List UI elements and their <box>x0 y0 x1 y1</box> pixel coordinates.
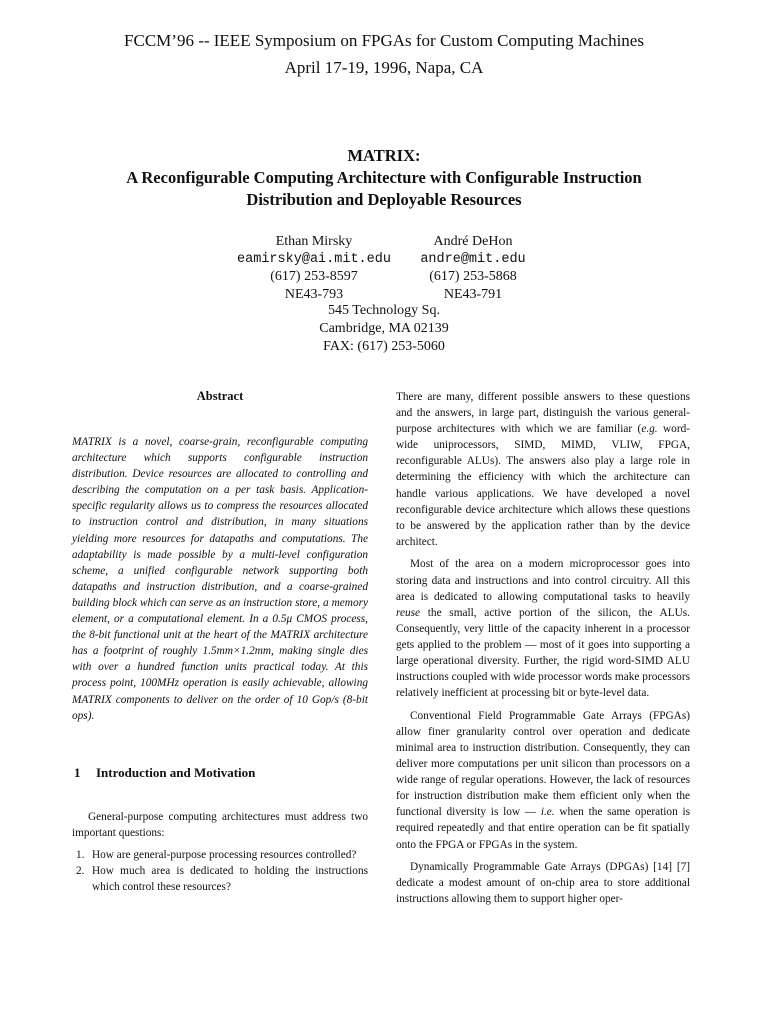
conference-date-place: April 17-19, 1996, Napa, CA <box>284 58 484 77</box>
author-name: André DeHon <box>433 234 513 249</box>
address-city: Cambridge, MA 02139 <box>319 321 449 336</box>
paper-title-line-2: A Reconfigurable Computing Architecture with Configurable Instruction <box>126 168 642 187</box>
author-email[interactable]: andre@mit.edu <box>420 251 526 267</box>
author-ethan-mirsky <box>224 233 404 303</box>
section-heading <box>74 765 255 781</box>
address-street: 545 Technology Sq. <box>328 303 440 318</box>
author-phone: (617) 253-8597 <box>270 269 358 284</box>
list-item <box>72 847 368 863</box>
body-paragraph: Conventional Field Programmable Gate Arrays (FPGAs) allow finer granularity control over operation and dedicate minimal area to instruction distribution. Consequently, they can deliver more computations per unit silicon than processors on a wide range of regular operations. However, the lack of resources for instruction distribution make them efficient only when the functional diversity is low — i.e. when the same operation is required repeatedly and that entire operation can be fit spatially onto the FPGA or FPGAs in the system. <box>396 709 690 851</box>
list-item <box>72 863 368 895</box>
intro-body <box>72 809 368 895</box>
section-title: Introduction and Motivation <box>96 765 256 780</box>
abstract-text: MATRIX is a novel, coarse-grain, reconfigurable computing architecture which supports configurable instruction distribution. Device resources are allocated to controlling and describing the computation on a per task basis. Application-specific regularity allows us to compress the resources allocated to instruction control and distribution, in many situations yielding more resources for datapaths and computations. The adaptability is made possible by a multi-level configuration scheme, a unified configurable network supporting both datapaths and instruction distribution, and a coarse-grained building block which can serve as an instruction store, a memory element, or a computational element. In a 0.5μ CMOS process, the 8-bit functional unit at the heart of the MATRIX architecture has a footprint of roughly 1.5mm×1.2mm, making single dies with over a hundred function units practical today. At this process point, 100MHz operation is easily achievable, allowing MATRIX components to deliver on the order of 10 Gop/s (8-bit ops). <box>72 436 368 722</box>
shared-address <box>0 302 768 356</box>
list-item-text: How are general-purpose processing resources controlled? <box>92 849 357 862</box>
conference-name: FCCM’96 -- IEEE Symposium on FPGAs for Custom Computing Machines <box>124 31 644 50</box>
body-paragraph: There are many, different possible answers to these questions and the answers, in large part, distinguish the various general-purpose architectures with which we are familiar (e.g. word-wide uniprocessors, SIMD, MIMD, VLIW, FPGA, reconfigurable ALUs). The answers also play a large role in determining the efficiency with which the architecture can handle various applications. We have developed a novel reconfigurable device architecture which allows these questions to be answered by the application rather than by the device architect. <box>396 391 690 548</box>
list-item-text: How much area is dedicated to holding the instructions which control these resources? <box>92 865 368 894</box>
intro-paragraph: General-purpose computing architectures must address two important questions: <box>72 811 368 840</box>
address-fax: FAX: (617) 253-5060 <box>323 339 445 354</box>
paper-title-line-3: Distribution and Deployable Resources <box>246 190 522 209</box>
author-phone: (617) 253-5868 <box>429 269 517 284</box>
question-list <box>72 847 368 895</box>
author-office: NE43-791 <box>443 286 503 302</box>
right-column <box>396 389 690 914</box>
author-email[interactable]: eamirsky@ai.mit.edu <box>237 251 391 267</box>
list-item-number: 2. <box>76 865 85 878</box>
author-name: Ethan Mirsky <box>275 234 353 249</box>
paper-title-line-1: MATRIX: <box>347 146 421 165</box>
author-andre-dehon <box>408 233 538 303</box>
body-paragraph: Most of the area on a modern microprocessor goes into storing data and instructions and into control circuitry. All this area is dedicated to allowing computational tasks to heavily reuse the small, active portion of the silicon, the ALUs. Consequently, very little of the capacity inherent in a processor gets applied to the problem — most of it goes into supporting a large operational diversity. Further, the rigid word-SIMD ALU instructions coupled with wide processor words make processors relatively inefficient at processing bit or byte-level data. <box>396 558 690 700</box>
abstract-heading: Abstract <box>196 389 244 403</box>
list-item-number: 1. <box>76 849 85 862</box>
author-office: NE43-793 <box>284 286 344 302</box>
body-paragraph: Dynamically Programmable Gate Arrays (DPGAs) [14] [7] dedicate a modest amount of on-chip area to store additional instructions allowing them to support higher oper- <box>396 861 690 906</box>
section-number: 1 <box>74 765 81 780</box>
